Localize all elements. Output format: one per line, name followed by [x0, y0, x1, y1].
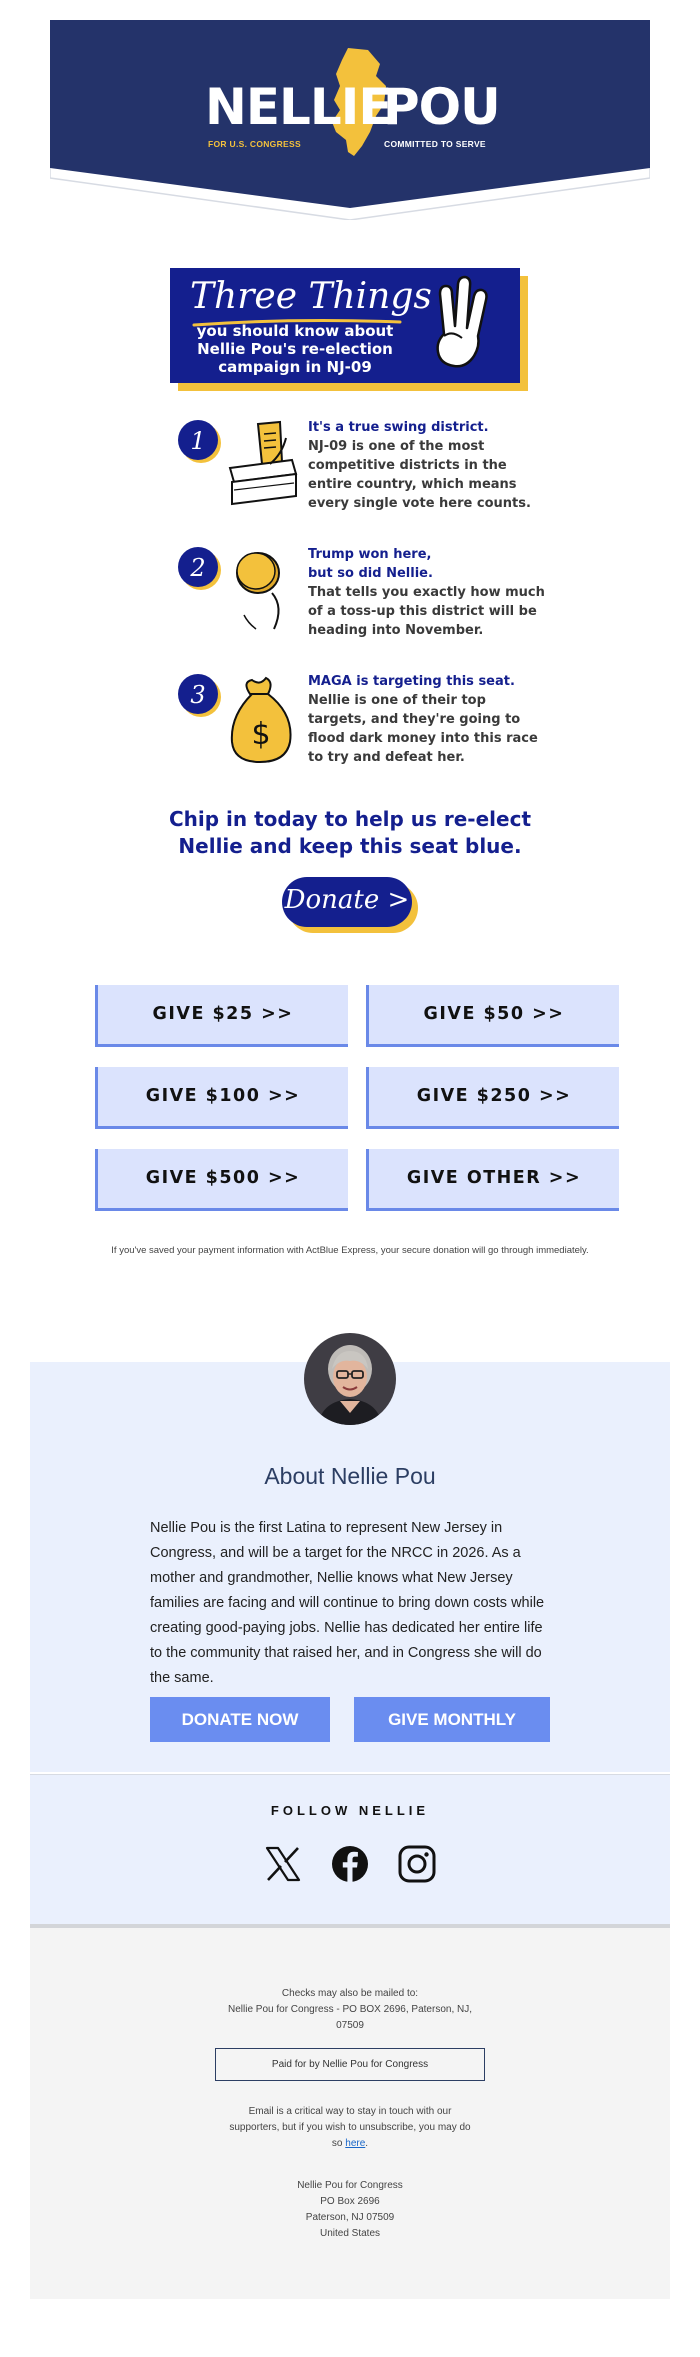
paid-for-disclaimer: Paid for by Nellie Pou for Congress [215, 2048, 485, 2081]
mailing-address: Nellie Pou for Congress PO Box 2696 Paterson, NJ 07509 United States [297, 2180, 403, 2239]
give-monthly-button[interactable]: GIVE MONTHLY [354, 1697, 550, 1742]
number-badge-1 [176, 418, 222, 464]
mail-zip-line: 07509 [336, 2020, 364, 2031]
give-other-button[interactable]: GIVE OTHER >> [366, 1149, 619, 1211]
money-bag-icon [222, 672, 302, 772]
thing-lead-1: It's a true swing district. [308, 420, 489, 435]
give-50-button[interactable]: GIVE $50 >> [366, 985, 619, 1047]
donate-pill-button[interactable] [282, 877, 418, 933]
nellie-pou-portrait-icon [304, 1333, 396, 1425]
follow-title: FOLLOW NELLIE [270, 1803, 430, 1818]
mail-checks-line: Checks may also be mailed to: [281, 1988, 419, 1999]
svg-text:1: 1 [190, 427, 206, 455]
three-things-banner [170, 268, 520, 383]
give-25-button[interactable]: GIVE $25 >> [95, 985, 348, 1047]
facebook-icon[interactable] [330, 1844, 370, 1884]
logo-last-name: POU [383, 78, 500, 136]
logo-first-name: NELLIE [205, 78, 392, 136]
unsubscribe-line-2: supporters, but if you wish to unsubscribe, you may do [229, 2122, 471, 2133]
thing-body-2: That tells you exactly how much of a toss-up this district will be heading into November. [308, 585, 545, 638]
thing-item-1 [172, 418, 542, 518]
x-icon[interactable] [263, 1844, 303, 1884]
about-body: Nellie Pou is the first Latina to represent New Jersey in Congress, and will be a target for the NRCC in 2026. As a mother and grandmother, Nellie knows what New Jersey families are facing and will continue to bring down costs while creating good-paying jobs. Nellie has dedicated her entire life to the community that raised her, and in Congress she will do the same. [150, 1520, 545, 1686]
banner-subtitle: you should know about Nellie Pou's re-election campaign in NJ-09 [196, 322, 394, 376]
thing-lead-2: Trump won here, but so did Nellie. [308, 547, 433, 581]
thing-body-3: Nellie is one of their top targets, and they're going to flood dark money into this race to try and defeat her. [308, 693, 538, 765]
avatar [304, 1333, 396, 1425]
number-badge-3 [176, 672, 222, 718]
svg-text:2: 2 [190, 554, 206, 582]
unsubscribe-link[interactable]: here [345, 2138, 366, 2149]
donate-cta-text: Chip in today to help us re-elect Nellie and keep this seat blue. [168, 807, 532, 858]
svg-text:3: 3 [190, 681, 206, 709]
thing-body-1: NJ-09 is one of the most competitive districts in the entire country, which means every single vote here counts. [308, 439, 531, 511]
thing-item-2 [172, 545, 545, 645]
give-100-button[interactable]: GIVE $100 >> [95, 1067, 348, 1129]
unsubscribe-line-1: Email is a critical way to stay in touch with our [248, 2106, 452, 2117]
actblue-express-note: If you've saved your payment information with ActBlue Express, your secure donation will go through immediately. [111, 1245, 589, 1256]
thing-lead-3: MAGA is targeting this seat. [308, 674, 515, 689]
give-250-button[interactable]: GIVE $250 >> [366, 1067, 619, 1129]
email-header [50, 20, 650, 220]
instagram-icon[interactable] [397, 1844, 437, 1884]
logo-tagline-right: COMMITTED TO SERVE [384, 139, 486, 149]
thing-item-3 [172, 672, 542, 782]
three-fingers-hand-icon [422, 274, 502, 374]
svg-text:$: $ [251, 717, 271, 752]
mail-address-line: Nellie Pou for Congress - PO BOX 2696, Paterson, NJ, [228, 2004, 472, 2015]
number-badge-2 [176, 545, 222, 591]
coin-toss-icon [222, 545, 302, 637]
donate-pill-label[interactable]: Donate > [282, 877, 412, 927]
ballot-box-icon [222, 418, 302, 510]
give-500-button[interactable]: GIVE $500 >> [95, 1149, 348, 1211]
logo-tagline-left: FOR U.S. CONGRESS [208, 139, 301, 149]
banner-title: Three Things [190, 276, 432, 317]
follow-section [30, 1774, 670, 1924]
about-title: About Nellie Pou [264, 1463, 436, 1489]
email-footer: Checks may also be mailed to: Nellie Pou for Congress - PO BOX 2696, Paterson, NJ, 07509 Paid for by Nellie Pou for Congress Email is a critical way to stay in touch with our supporters, but if you wish to unsubscribe, you may do so here. Nellie Pou for Congress PO Box 2696 Paterson, NJ 07509 United States [30, 1924, 670, 2299]
donate-now-button[interactable]: DONATE NOW [150, 1697, 330, 1742]
